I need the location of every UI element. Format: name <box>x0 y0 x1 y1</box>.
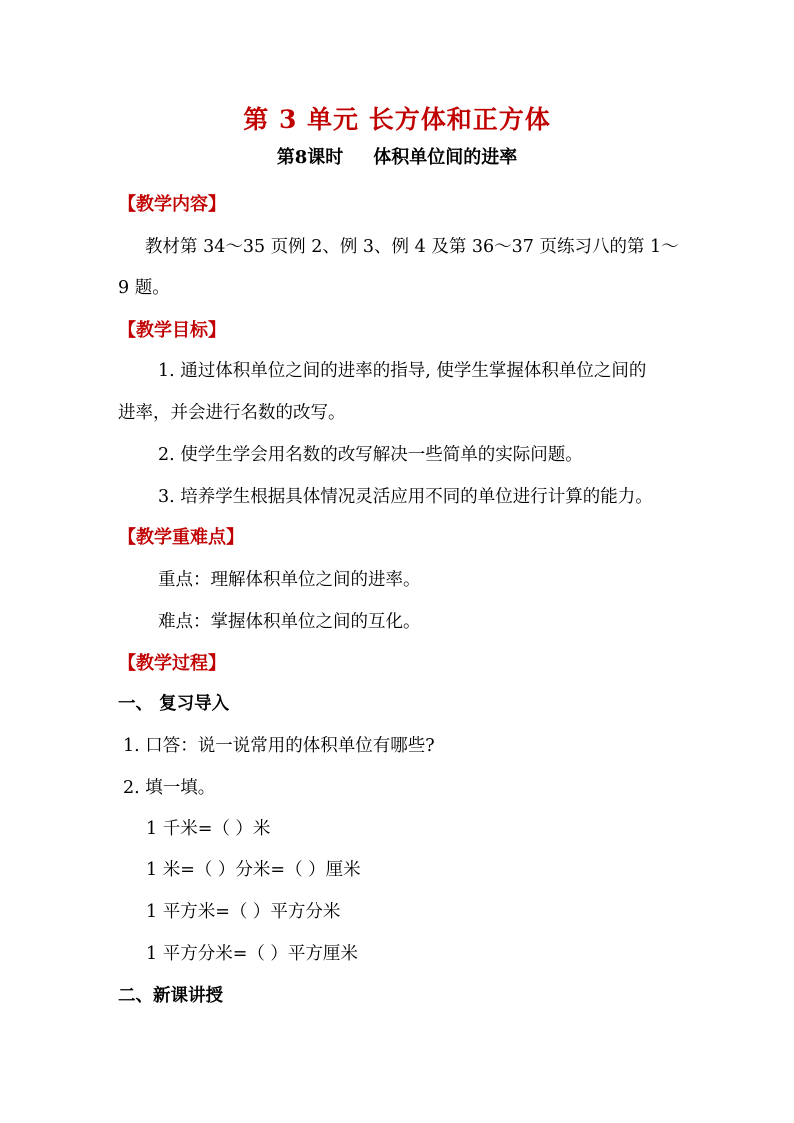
goal-1-line1: 1. 通过体积单位之间的进率的指导, 使学生掌握体积单位之间的 <box>158 361 647 381</box>
lesson-topic: 体积单位间的进率 <box>373 147 518 168</box>
key-point: 重点：理解体积单位之间的进率。 <box>158 570 421 590</box>
goal-1-line2: 进率，并会进行名数的改写。 <box>118 403 346 423</box>
lesson-number: 第8课时 <box>276 147 344 168</box>
goal-2: 2. 使学生学会用名数的改写解决一些简单的实际问题。 <box>158 445 583 465</box>
content-text-line2: 9 题。 <box>118 278 170 298</box>
difficult-point: 难点：掌握体积单位之间的互化。 <box>158 612 421 632</box>
question-2: 2. 填一填。 <box>123 778 216 798</box>
question-1: 1. 口答：说一说常用的体积单位有哪些? <box>123 736 435 756</box>
fill-item-2: 1 米=（ ）分米=（ ）厘米 <box>146 860 361 880</box>
page-title: 第 3 单元 长方体和正方体 <box>243 105 551 134</box>
fill-item-1: 1 千米=（ ）米 <box>146 819 271 839</box>
goal-3: 3. 培养学生根据具体情况灵活应用不同的单位进行计算的能力。 <box>158 487 653 507</box>
section-heading-process: 【教学过程】 <box>118 653 226 674</box>
fill-item-4: 1 平方分米=（ ）平方厘米 <box>146 944 358 964</box>
fill-item-3: 1 平方米=（ ）平方分米 <box>146 902 341 922</box>
part-1-heading: 一、 复习导入 <box>118 694 230 714</box>
part-2-heading: 二、新课讲授 <box>118 986 223 1006</box>
section-heading-goals: 【教学目标】 <box>118 320 226 341</box>
section-heading-content: 【教学内容】 <box>118 194 226 215</box>
section-heading-keypoints: 【教学重难点】 <box>118 527 244 548</box>
lesson-subtitle <box>0 143 794 169</box>
content-text-line1: 教材第 34～35 页例 2、例 3、例 4 及第 36～37 页练习八的第 1～ <box>145 237 679 257</box>
